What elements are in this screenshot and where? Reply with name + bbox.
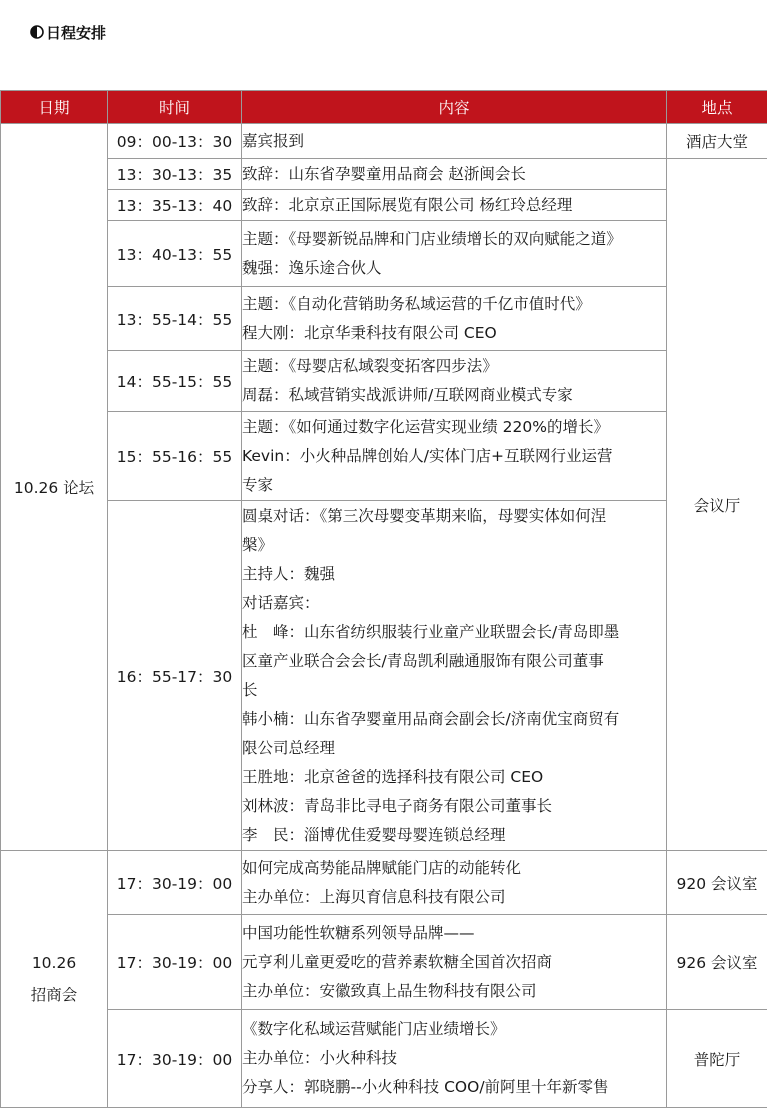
section-title: 日程安排 (46, 23, 107, 42)
content-cell (242, 221, 667, 287)
content-line: 主办单位：安徽致真上品生物科技有限公司 (242, 981, 537, 1000)
content-line: 《数字化私域运营赋能门店业绩增长》 (242, 1020, 506, 1038)
time-cell: 13：35-13：40 (108, 190, 242, 221)
content-cell (242, 351, 667, 412)
content-line: 嘉宾报到 (242, 131, 305, 150)
investment-date-cell (1, 851, 108, 1108)
header-location: 地点 (667, 91, 767, 124)
forum-date-cell (1, 124, 108, 851)
content-line: 杜 峰：山东省纺织服装行业童产业联盟会长/青岛即墨 (242, 622, 620, 641)
table-row (1, 412, 767, 501)
content-line: 程大刚：北京华秉科技有限公司 CEO (242, 323, 497, 342)
content-line: 韩小楠：山东省孕婴童用品商会副会长/济南优宝商贸有 (242, 709, 620, 728)
table-row (1, 851, 767, 915)
content-line: 主持人：魏强 (242, 564, 336, 583)
content-line: 主题：《如何通过数字化运营实现业绩 220%的增长》 (242, 417, 609, 436)
content-cell (242, 1010, 667, 1108)
content-line: 长 (242, 680, 258, 699)
table-row (1, 124, 767, 159)
content-line: 魏强：逸乐途合伙人 (242, 258, 382, 277)
location-cell: 酒店大堂 (667, 124, 767, 159)
content-line: 限公司总经理 (242, 738, 336, 757)
content-line: 主办单位：上海贝育信息科技有限公司 (242, 887, 506, 906)
content-line: 对话嘉宾： (242, 593, 320, 612)
section-heading (30, 20, 106, 44)
investment-date-line: 招商会 (30, 986, 78, 1004)
content-line: 分享人：郭晓鹏--小火种科技 COO/前阿里十年新零售 (242, 1078, 609, 1096)
content-cell (242, 851, 667, 915)
content-cell (242, 159, 667, 190)
time-cell: 17：30-19：00 (108, 1010, 242, 1108)
table-row (1, 501, 767, 851)
time-cell: 16：55-17：30 (108, 501, 242, 851)
content-cell (242, 190, 667, 221)
schedule-table (0, 90, 767, 1108)
content-line: 区童产业联合会会长/青岛凯利融通服饰有限公司董事 (242, 651, 604, 670)
content-line: 中国功能性软糖系列领导品牌—— (242, 923, 475, 942)
time-cell: 09：00-13：30 (108, 124, 242, 159)
content-line: 王胜地：北京爸爸的选择科技有限公司 CEO (242, 767, 544, 786)
content-line: Kevin：小火种品牌创始人/实体门店+互联网行业运营 (242, 446, 613, 465)
content-line: 致辞：北京京正国际展览有限公司 杨红玲总经理 (242, 195, 573, 214)
content-line: 专家 (242, 475, 274, 494)
header-date: 日期 (1, 91, 108, 124)
time-cell: 14：55-15：55 (108, 351, 242, 412)
table-row (1, 351, 767, 412)
content-cell (242, 501, 667, 851)
time-cell: 13：30-13：35 (108, 159, 242, 190)
content-line: 周磊：私域营销实战派讲师/互联网商业模式专家 (242, 386, 573, 404)
hall-location-cell: 会议厅 (667, 159, 767, 851)
time-cell: 17：30-19：00 (108, 851, 242, 915)
content-line: 如何完成高势能品牌赋能门店的动能转化 (242, 858, 522, 877)
time-cell: 17：30-19：00 (108, 915, 242, 1010)
time-cell: 13：40-13：55 (108, 221, 242, 287)
table-row (1, 190, 767, 221)
content-cell (242, 124, 667, 159)
content-cell (242, 287, 667, 351)
content-line: 主题：《母婴店私域裂变拓客四步法》 (242, 357, 498, 375)
time-cell: 15：55-16：55 (108, 412, 242, 501)
forum-date: 10.26 论坛 (13, 479, 95, 497)
content-line: 槃》 (242, 535, 274, 554)
content-line: 主办单位：小火种科技 (242, 1049, 398, 1067)
location-cell: 920 会议室 (667, 851, 767, 915)
table-row (1, 915, 767, 1010)
location-cell: 普陀厅 (667, 1010, 767, 1108)
content-line: 圆桌对话：《第三次母婴变革期来临，母婴实体如何涅 (242, 506, 607, 525)
table-header-row (1, 91, 767, 124)
table-row (1, 1010, 767, 1108)
content-line: 主题：《自动化营销助务私域运营的千亿市值时代》 (242, 294, 591, 313)
content-cell (242, 412, 667, 501)
header-content: 内容 (242, 91, 667, 124)
table-row (1, 221, 767, 287)
table-row (1, 287, 767, 351)
content-line: 李 民：淄博优佳爱婴母婴连锁总经理 (242, 825, 506, 844)
content-line: 主题：《母婴新锐品牌和门店业绩增长的双向赋能之道》 (242, 229, 622, 248)
half-circle-icon (30, 25, 44, 39)
table-row (1, 159, 767, 190)
content-line: 刘林波：青岛非比寻电子商务有限公司董事长 (242, 796, 553, 815)
time-cell: 13：55-14：55 (108, 287, 242, 351)
investment-date-line: 10.26 (31, 954, 77, 972)
content-line: 元亨利儿童更爱吃的营养素软糖全国首次招商 (242, 952, 553, 971)
content-cell (242, 915, 667, 1010)
location-cell: 926 会议室 (667, 915, 767, 1010)
header-time: 时间 (108, 91, 242, 124)
content-line: 致辞：山东省孕婴童用品商会 赵浙闽会长 (242, 164, 526, 183)
